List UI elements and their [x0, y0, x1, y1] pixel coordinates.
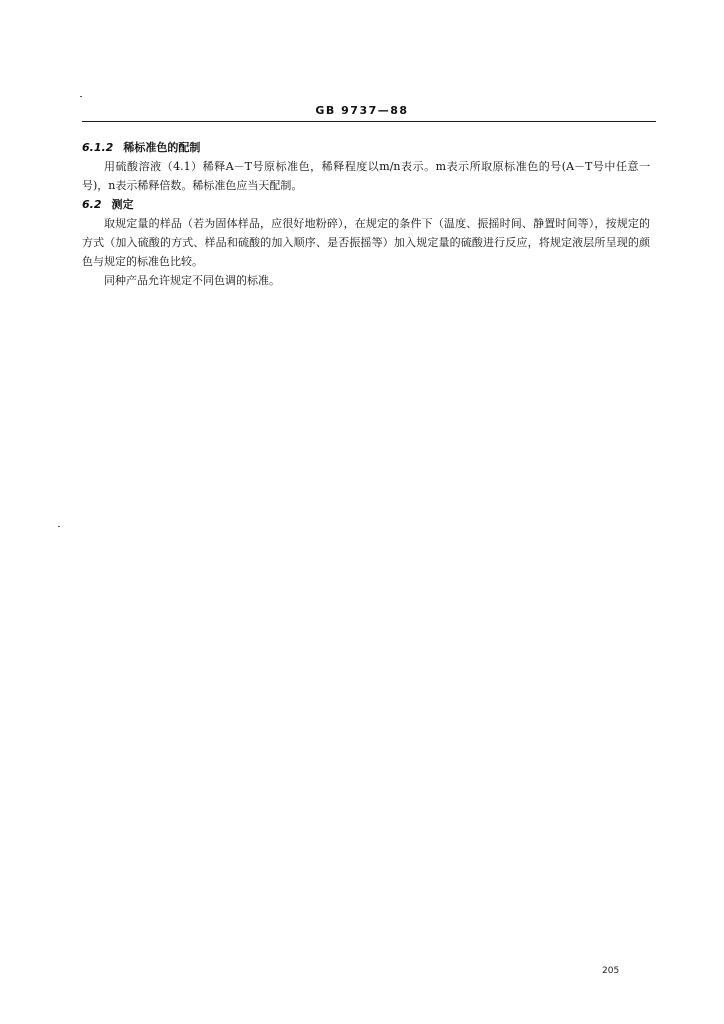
section-number: 6.1.2 — [82, 141, 114, 154]
section-number: 6.2 — [82, 198, 102, 211]
section-heading — [82, 195, 650, 214]
scan-speck — [80, 96, 82, 97]
section-heading — [82, 138, 650, 157]
section-title: 测定 — [111, 198, 134, 211]
body-paragraph: 用硫酸溶液（4.1）稀释A－T号原标准色，稀释程度以m/n表示。m表示所取原标准色的号(A－T号中任意一号)，n表示稀释倍数。稀标准色应当天配制。 — [82, 160, 650, 192]
body-paragraph: 取规定量的样品（若为固体样品，应很好地粉碎），在规定的条件下（温度、振摇时间、静置时间等），按规定的方式（加入硫酸的方式、样品和硫酸的加入顺序、是否振摇等）加入规定量的硫酸进行反应，将规定液层所呈现的颜色与规定的标准色比较。 — [82, 217, 650, 268]
section-title: 稀标准色的配制 — [123, 141, 201, 154]
scan-speck — [58, 526, 60, 527]
header-rule — [82, 121, 656, 122]
body-paragraph: 同种产品允许规定不同色调的标准。 — [104, 274, 280, 287]
standard-code-header: GB 9737—88 — [315, 104, 409, 117]
page-number: 205 — [602, 966, 620, 976]
document-body — [82, 138, 650, 290]
